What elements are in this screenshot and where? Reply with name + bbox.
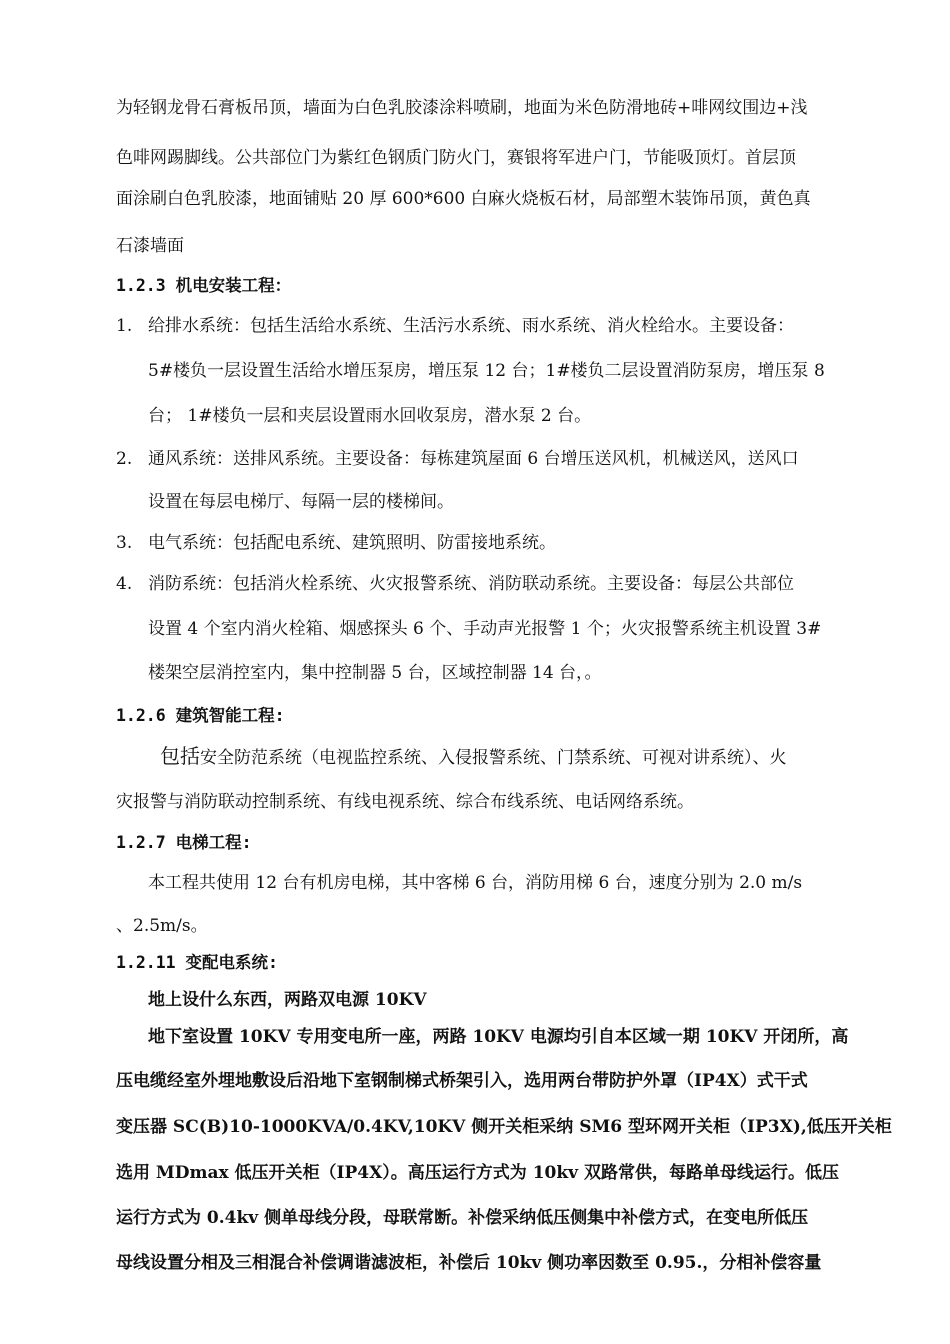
paragraph-line: 、2.5m/s。 xyxy=(116,916,208,936)
paragraph-line: 石漆墙面 xyxy=(116,236,184,256)
list-number: 1. xyxy=(116,316,133,336)
section-heading-elevator: 1.2.7 电梯工程: xyxy=(116,833,252,852)
list-number: 4. xyxy=(116,574,133,594)
paragraph-line: 母线设置分相及三相混合补偿调谐滤波柜，补偿后 10kv 侧功率因数至 0.95.，分相补偿容量 xyxy=(116,1253,822,1273)
list-item-line: 设置 4 个室内消火栓箱、烟感探头 6 个、手动声光报警 1 个；火灾报警系统主机设置 3# xyxy=(148,619,822,639)
paragraph-line xyxy=(160,744,787,770)
list-number: 3. xyxy=(116,533,133,553)
paragraph-line: 为轻钢龙骨石膏板吊顶，墙面为白色乳胶漆涂料喷刷，地面为米色防滑地砖+啡网纹围边+浅 xyxy=(116,98,808,118)
paragraph-line: 变压器 SC(B)10-1000KVA/0.4KV,10KV 侧开关柜采纳 SM6 型环网开关柜（IP3X),低压开关柜 xyxy=(116,1117,892,1137)
list-item-line: 电气系统：包括配电系统、建筑照明、防雷接地系统。 xyxy=(148,533,556,553)
list-item-line: 消防系统：包括消火栓系统、火灾报警系统、消防联动系统。主要设备：每层公共部位 xyxy=(148,574,794,594)
paragraph-text: 安全防范系统（电视监控系统、入侵报警系统、门禁系统、可视对讲系统）、火 xyxy=(200,748,787,768)
paragraph-line: 色啡网踢脚线。公共部位门为紫红色钢质门防火门，赛银将军进户门，节能吸顶灯。首层顶 xyxy=(116,148,796,168)
list-item-line: 台； 1#楼负一层和夹层设置雨水回收泵房，潜水泵 2 台。 xyxy=(148,406,592,426)
list-item-line: 楼架空层消控室内，集中控制器 5 台，区域控制器 14 台，。 xyxy=(148,663,602,683)
paragraph-line: 本工程共使用 12 台有机房电梯，其中客梯 6 台，消防用梯 6 台，速度分别为 2.0 m/s xyxy=(148,873,803,893)
list-item-line: 5#楼负一层设置生活给水增压泵房，增压泵 12 台；1#楼负二层设置消防泵房，增压泵 8 xyxy=(148,361,825,381)
list-number: 2. xyxy=(116,449,133,469)
paragraph-line: 运行方式为 0.4kv 侧单母线分段，母联常断。补偿采纳低压侧集中补偿方式，在变电所低压 xyxy=(116,1208,809,1228)
list-item-line: 给排水系统：包括生活给水系统、生活污水系统、雨水系统、消火栓给水。主要设备： xyxy=(148,316,794,336)
section-heading-mechanical: 1.2.3 机电安装工程： xyxy=(116,276,292,295)
paragraph-line: 面涂刷白色乳胶漆，地面铺贴 20 厚 600*600 白麻火烧板石材，局部塑木装饰吊顶，黄色真 xyxy=(116,189,811,209)
list-item-line: 设置在每层电梯厅、每隔一层的楼梯间。 xyxy=(148,492,454,512)
paragraph-line: 地下室设置 10KV 专用变电所一座，两路 10KV 电源均引自本区域一期 10KV 开闭所，高 xyxy=(148,1027,849,1047)
section-heading-intelligent: 1.2.6 建筑智能工程: xyxy=(116,706,285,725)
lead-word: 包括 xyxy=(160,744,200,768)
paragraph-line: 选用 MDmax 低压开关柜（IP4X）。高压运行方式为 10kv 双路常供，每路单母线运行。低压 xyxy=(116,1163,839,1183)
paragraph-line: 地上设什么东西，两路双电源 10KV xyxy=(148,990,427,1010)
paragraph-line: 压电缆经室外埋地敷设后沿地下室钢制梯式桥架引入，选用两台带防护外罩（IP4X）式干式 xyxy=(116,1071,808,1091)
section-heading-power: 1.2.11 变配电系统: xyxy=(116,953,278,972)
list-item-line: 通风系统：送排风系统。主要设备：每栋建筑屋面 6 台增压送风机，机械送风，送风口 xyxy=(148,449,799,469)
paragraph-line: 灾报警与消防联动控制系统、有线电视系统、综合布线系统、电话网络系统。 xyxy=(116,792,694,812)
